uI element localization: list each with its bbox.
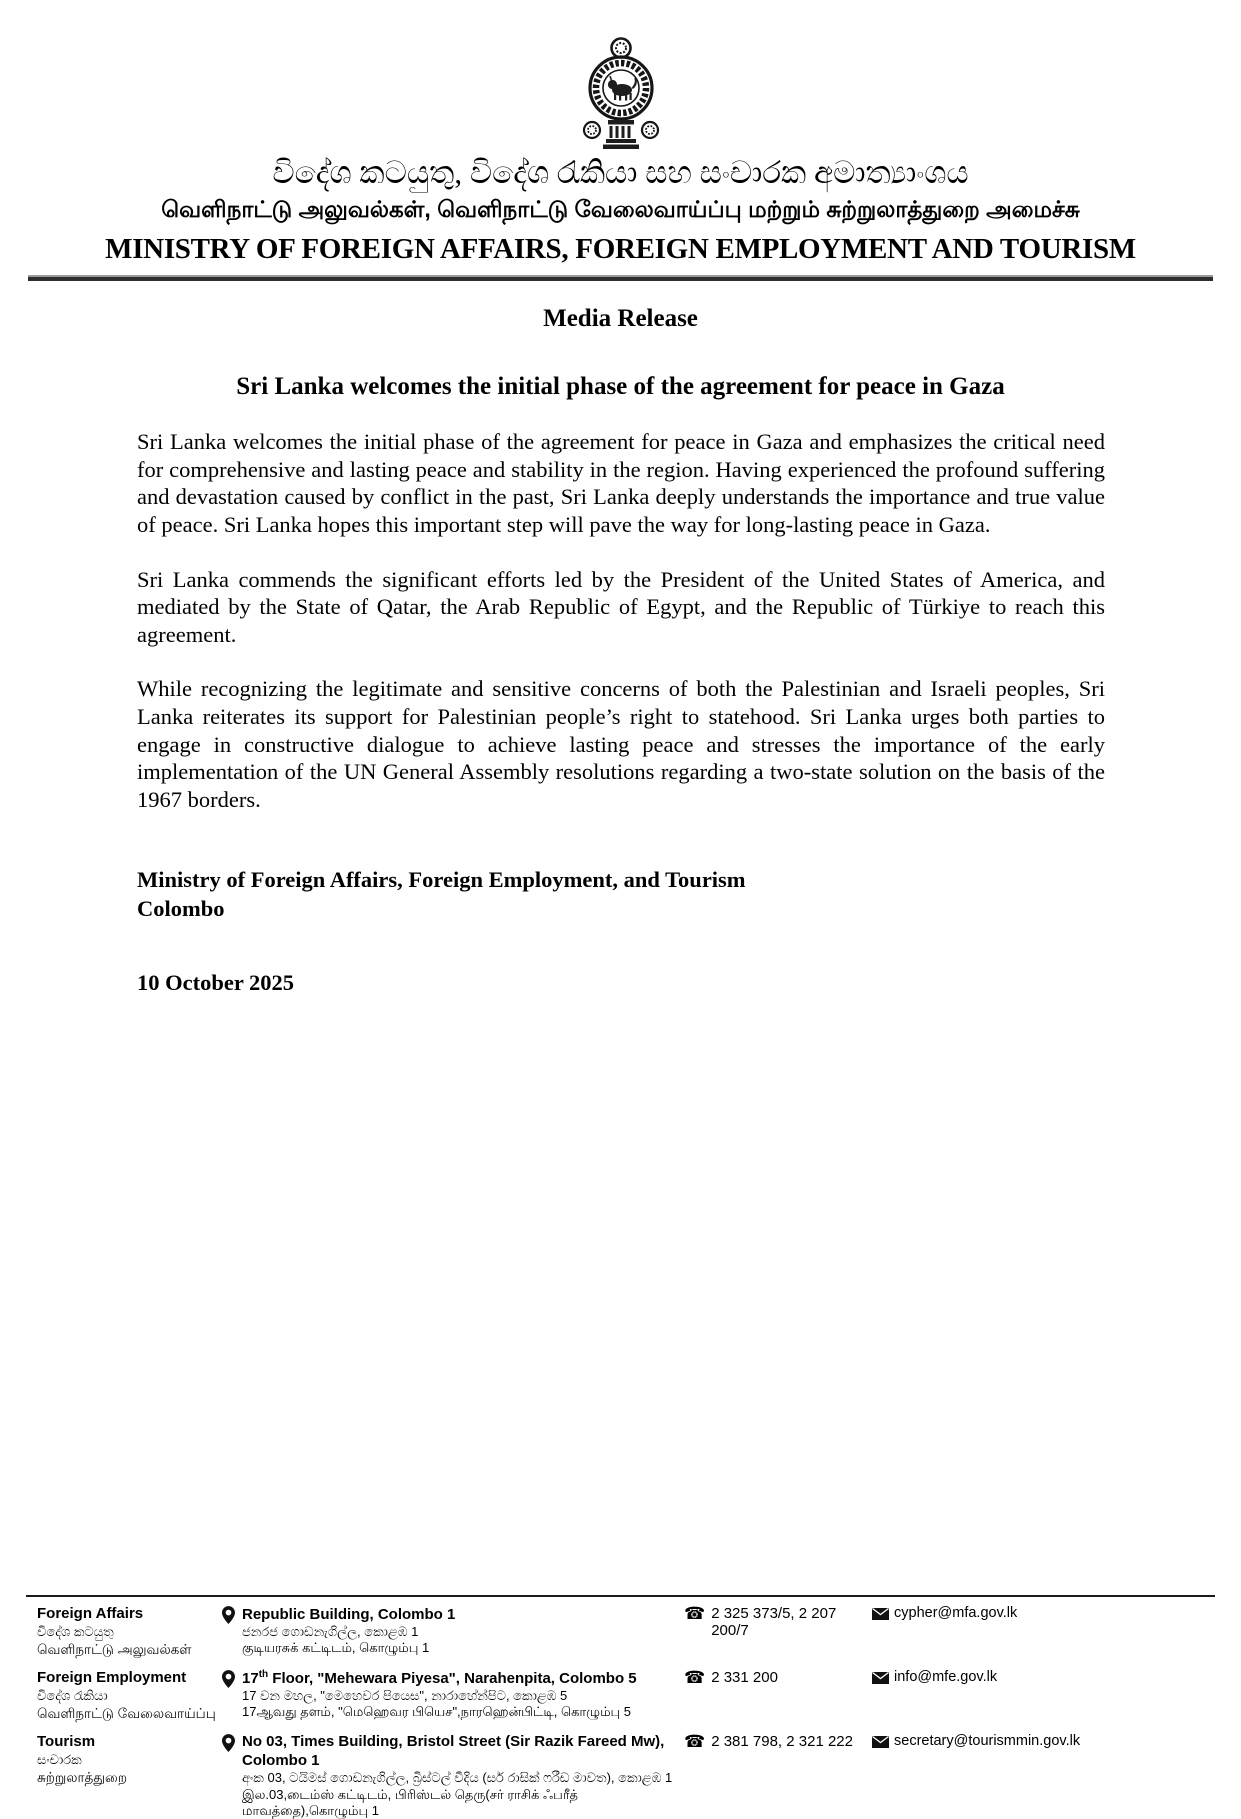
address-en [242,1605,455,1624]
email-address: info@mfe.gov.lk [894,1669,998,1686]
address-en [242,1669,637,1688]
location-pin-icon [222,1734,235,1752]
footer-dept-foreign-affairs [37,1605,222,1658]
address-en-text: Republic Building, Colombo 1 [242,1606,456,1623]
document-title: Sri Lanka welcomes the initial phase of the agreement for peace in Gaza [236,373,1005,401]
sri-lanka-national-emblem-icon [579,36,663,150]
footer-address-foreign-affairs [222,1605,684,1658]
footer-email-foreign-affairs [872,1605,1231,1658]
dept-label-en: Foreign Employment [37,1669,187,1687]
footer-dept-tourism [37,1733,222,1819]
phone-number: 2 325 373/5, 2 207 200/7 [711,1605,837,1639]
dept-label-ta: வெளிநாட்டு அலுவல்கள் [37,1641,192,1657]
phone-number: 2 381 798, 2 321 222 [711,1733,853,1751]
footer-address-tourism [222,1733,684,1819]
dept-label-en: Foreign Affairs [37,1605,144,1622]
footer-phone-foreign-employment [684,1669,872,1722]
dept-label-ta: வெளிநாட்டு வேலைவாய்ப்பு [37,1705,216,1721]
address-ta: 17ஆவது தளம், "மெஹெவர பியெச",நாரஹென்பிட்டி, கொழும்பு 5 [242,1704,632,1720]
envelope-icon [872,1608,889,1620]
address-ta: இல.03,டைம்ஸ் கட்டிடம், பிரிஸ்டல் தெரு(சர் ராசிக் ஃபரீத் மாவத்தை),கொழும்பு 1 [242,1786,579,1818]
dept-label-si: සංචාරක [37,1752,82,1768]
email-address: cypher@mfa.gov.lk [894,1605,1018,1621]
footer-email-tourism [872,1733,1231,1819]
footer-address-foreign-employment [222,1669,684,1722]
telephone-icon: ☎ [684,1732,706,1752]
telephone-icon: ☎ [684,1604,706,1623]
address-si: ජනරජ ගොඩනැගිල්ල, කොළඹ 1 [242,1624,419,1639]
dept-label-si: විදේශ කටයුතු [37,1623,114,1639]
ministry-name-english: MINISTRY OF FOREIGN AFFAIRS, FOREIGN EMPLOYMENT AND TOURISM [105,233,1136,266]
envelope-icon [872,1736,889,1748]
document-date: 10 October 2025 [137,970,295,996]
letterhead-footer [0,1595,1241,1819]
address-en-rest: Floor, "Mehewara Piyesa", Narahenpita, Colombo 5 [268,1670,637,1688]
location-pin-icon [222,1670,235,1688]
ministry-name-tamil: வெளிநாட்டு அலுவல்கள், வெளிநாட்டு வேலைவாய்ப்பு மற்றும் சுற்றுலாத்துறை அமைச்சு [161,196,1080,223]
ministry-name-sinhala: විදේශ කටයුතු, විදේශ රැකියා සහ සංචාරක අමාත්‍යාංශය [272,155,969,190]
signature-ministry: Ministry of Foreign Affairs, Foreign Employment, and Tourism [137,867,746,893]
address-en-text: 17 [242,1670,259,1688]
signature-block [137,865,1241,923]
dept-label-si: විදේශ රැකියා [37,1687,108,1703]
email-address: secretary@tourismmin.gov.lk [894,1733,1081,1750]
address-ta: குடியரசுக் கட்டிடம், கொழும்பு 1 [242,1640,430,1656]
address-en-sup: th [258,1669,269,1681]
document-body [137,428,1105,813]
dept-label-en: Tourism [37,1733,96,1751]
signature-city: Colombo [137,896,225,922]
footer-phone-foreign-affairs [684,1605,872,1658]
address-en [242,1733,684,1770]
footer-phone-tourism [684,1733,872,1819]
address-si: 17 වන මහල, "මෙහෙවර පියෙස", නාරාහේන්පිට, කොළඹ 5 [242,1688,568,1704]
footer-dept-foreign-employment [37,1669,222,1722]
letterhead [0,36,1241,281]
telephone-icon: ☎ [684,1668,706,1688]
address-si: අංක 03, ටයිමස් ගොඩනැගිල්ල, බ්‍රිස්ටල් වීදිය (සර් රාසික් ෆරීඩ මාවත), කොළඹ 1 [242,1770,673,1786]
address-en-text: No 03, Times Building, Bristol Street (Sir Razik Fareed Mw), Colombo 1 [242,1733,665,1770]
paragraph-2: Sri Lanka commends the significant efforts led by the President of the United States of America, and mediated by the State of Qatar, the Arab Republic of Egypt, and the Republic of Türkiye to reach this agreement. [137,566,1105,647]
dept-label-ta: சுற்றுலாத்துறை [37,1770,128,1786]
document-kind-heading: Media Release [543,305,698,333]
paragraph-3: While recognizing the legitimate and sensitive concerns of both the Palestinian and Israeli peoples, Sri Lanka reiterates its support for Palestinian people’s right to statehood. Sri Lanka urges both parties to engage in constructive dialogue to achieve lasting peace and stresses the importance of the early implementation of the UN General Assembly resolutions regarding a two-state solution on the basis of the 1967 borders. [137,676,1105,812]
paragraph-1: Sri Lanka welcomes the initial phase of the agreement for peace in Gaza and emphasizes the critical need for comprehensive and lasting peace and stability in the region. Having experienced the profound suffering and devastation caused by conflict in the past, Sri Lanka deeply understands the importance and true value of peace. Sri Lanka hopes this important step will pave the way for long-lasting peace in Gaza. [137,429,1105,537]
envelope-icon [872,1672,889,1684]
location-pin-icon [222,1606,235,1624]
phone-number: 2 331 200 [711,1669,778,1687]
header-divider [28,275,1213,281]
footer-email-foreign-employment [872,1669,1231,1722]
